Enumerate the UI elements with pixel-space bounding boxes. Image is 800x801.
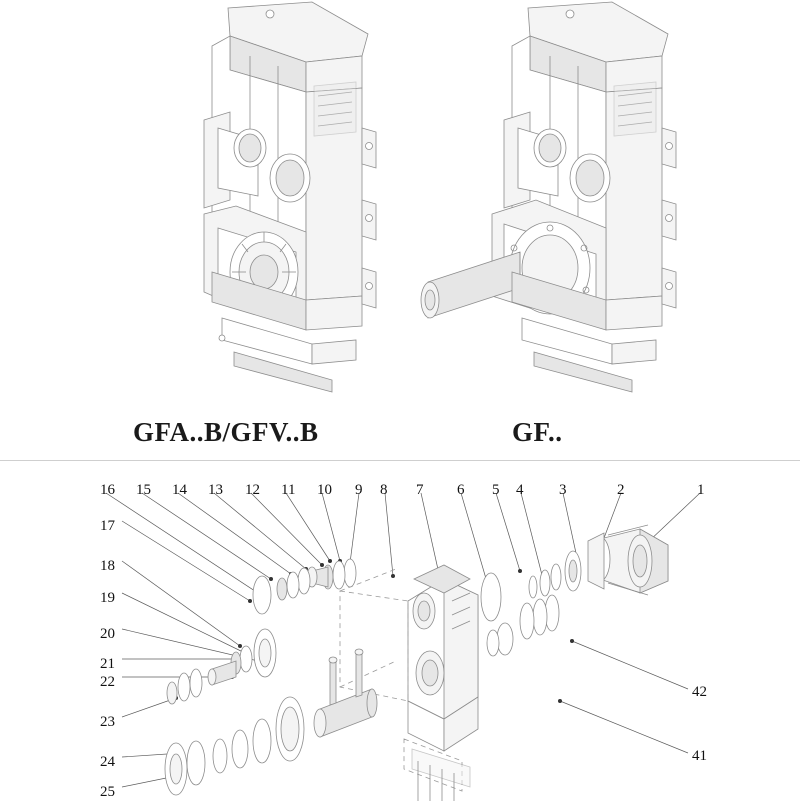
part-base-plate	[404, 739, 470, 801]
callout-42: 42	[692, 684, 707, 700]
callout-6: 6	[457, 482, 465, 498]
part-input-adapter	[551, 525, 668, 595]
callout-16: 16	[100, 482, 115, 498]
exploded-parts-drawing	[0, 461, 800, 801]
caption-gfa-b-gfv-b: GFA..B/GFV..B	[133, 417, 319, 447]
callout-13: 13	[208, 482, 223, 498]
callout-20: 20	[100, 626, 115, 642]
callout-14: 14	[172, 482, 187, 498]
callout-12: 12	[245, 482, 260, 498]
gear-unit-solid-shaft-isometric	[400, 0, 720, 410]
gear-unit-hollow-shaft-isometric	[100, 0, 400, 410]
callout-19: 19	[100, 590, 115, 606]
callout-5: 5	[492, 482, 500, 498]
callout-1: 1	[697, 482, 705, 498]
exploded-view-section	[0, 460, 800, 801]
callout-4: 4	[516, 482, 524, 498]
callout-25: 25	[100, 784, 115, 800]
callout-2: 2	[617, 482, 625, 498]
callout-7: 7	[416, 482, 424, 498]
callout-21: 21	[100, 656, 115, 672]
callout-17: 17	[100, 518, 115, 534]
part-output-shaft-assembly	[165, 629, 377, 795]
callout-9: 9	[355, 482, 363, 498]
callout-8: 8	[380, 482, 388, 498]
callout-41: 41	[692, 748, 707, 764]
callout-10: 10	[317, 482, 332, 498]
caption-gf: GF..	[512, 417, 563, 447]
callout-11: 11	[281, 482, 296, 498]
part-shaft-stack-upper	[253, 559, 356, 614]
callout-18: 18	[100, 558, 115, 574]
callout-23: 23	[100, 714, 115, 730]
callout-3: 3	[559, 482, 567, 498]
part-ring-group-right	[481, 570, 559, 656]
callout-15: 15	[136, 482, 151, 498]
callout-24: 24	[100, 754, 115, 770]
callout-22: 22	[100, 674, 115, 690]
